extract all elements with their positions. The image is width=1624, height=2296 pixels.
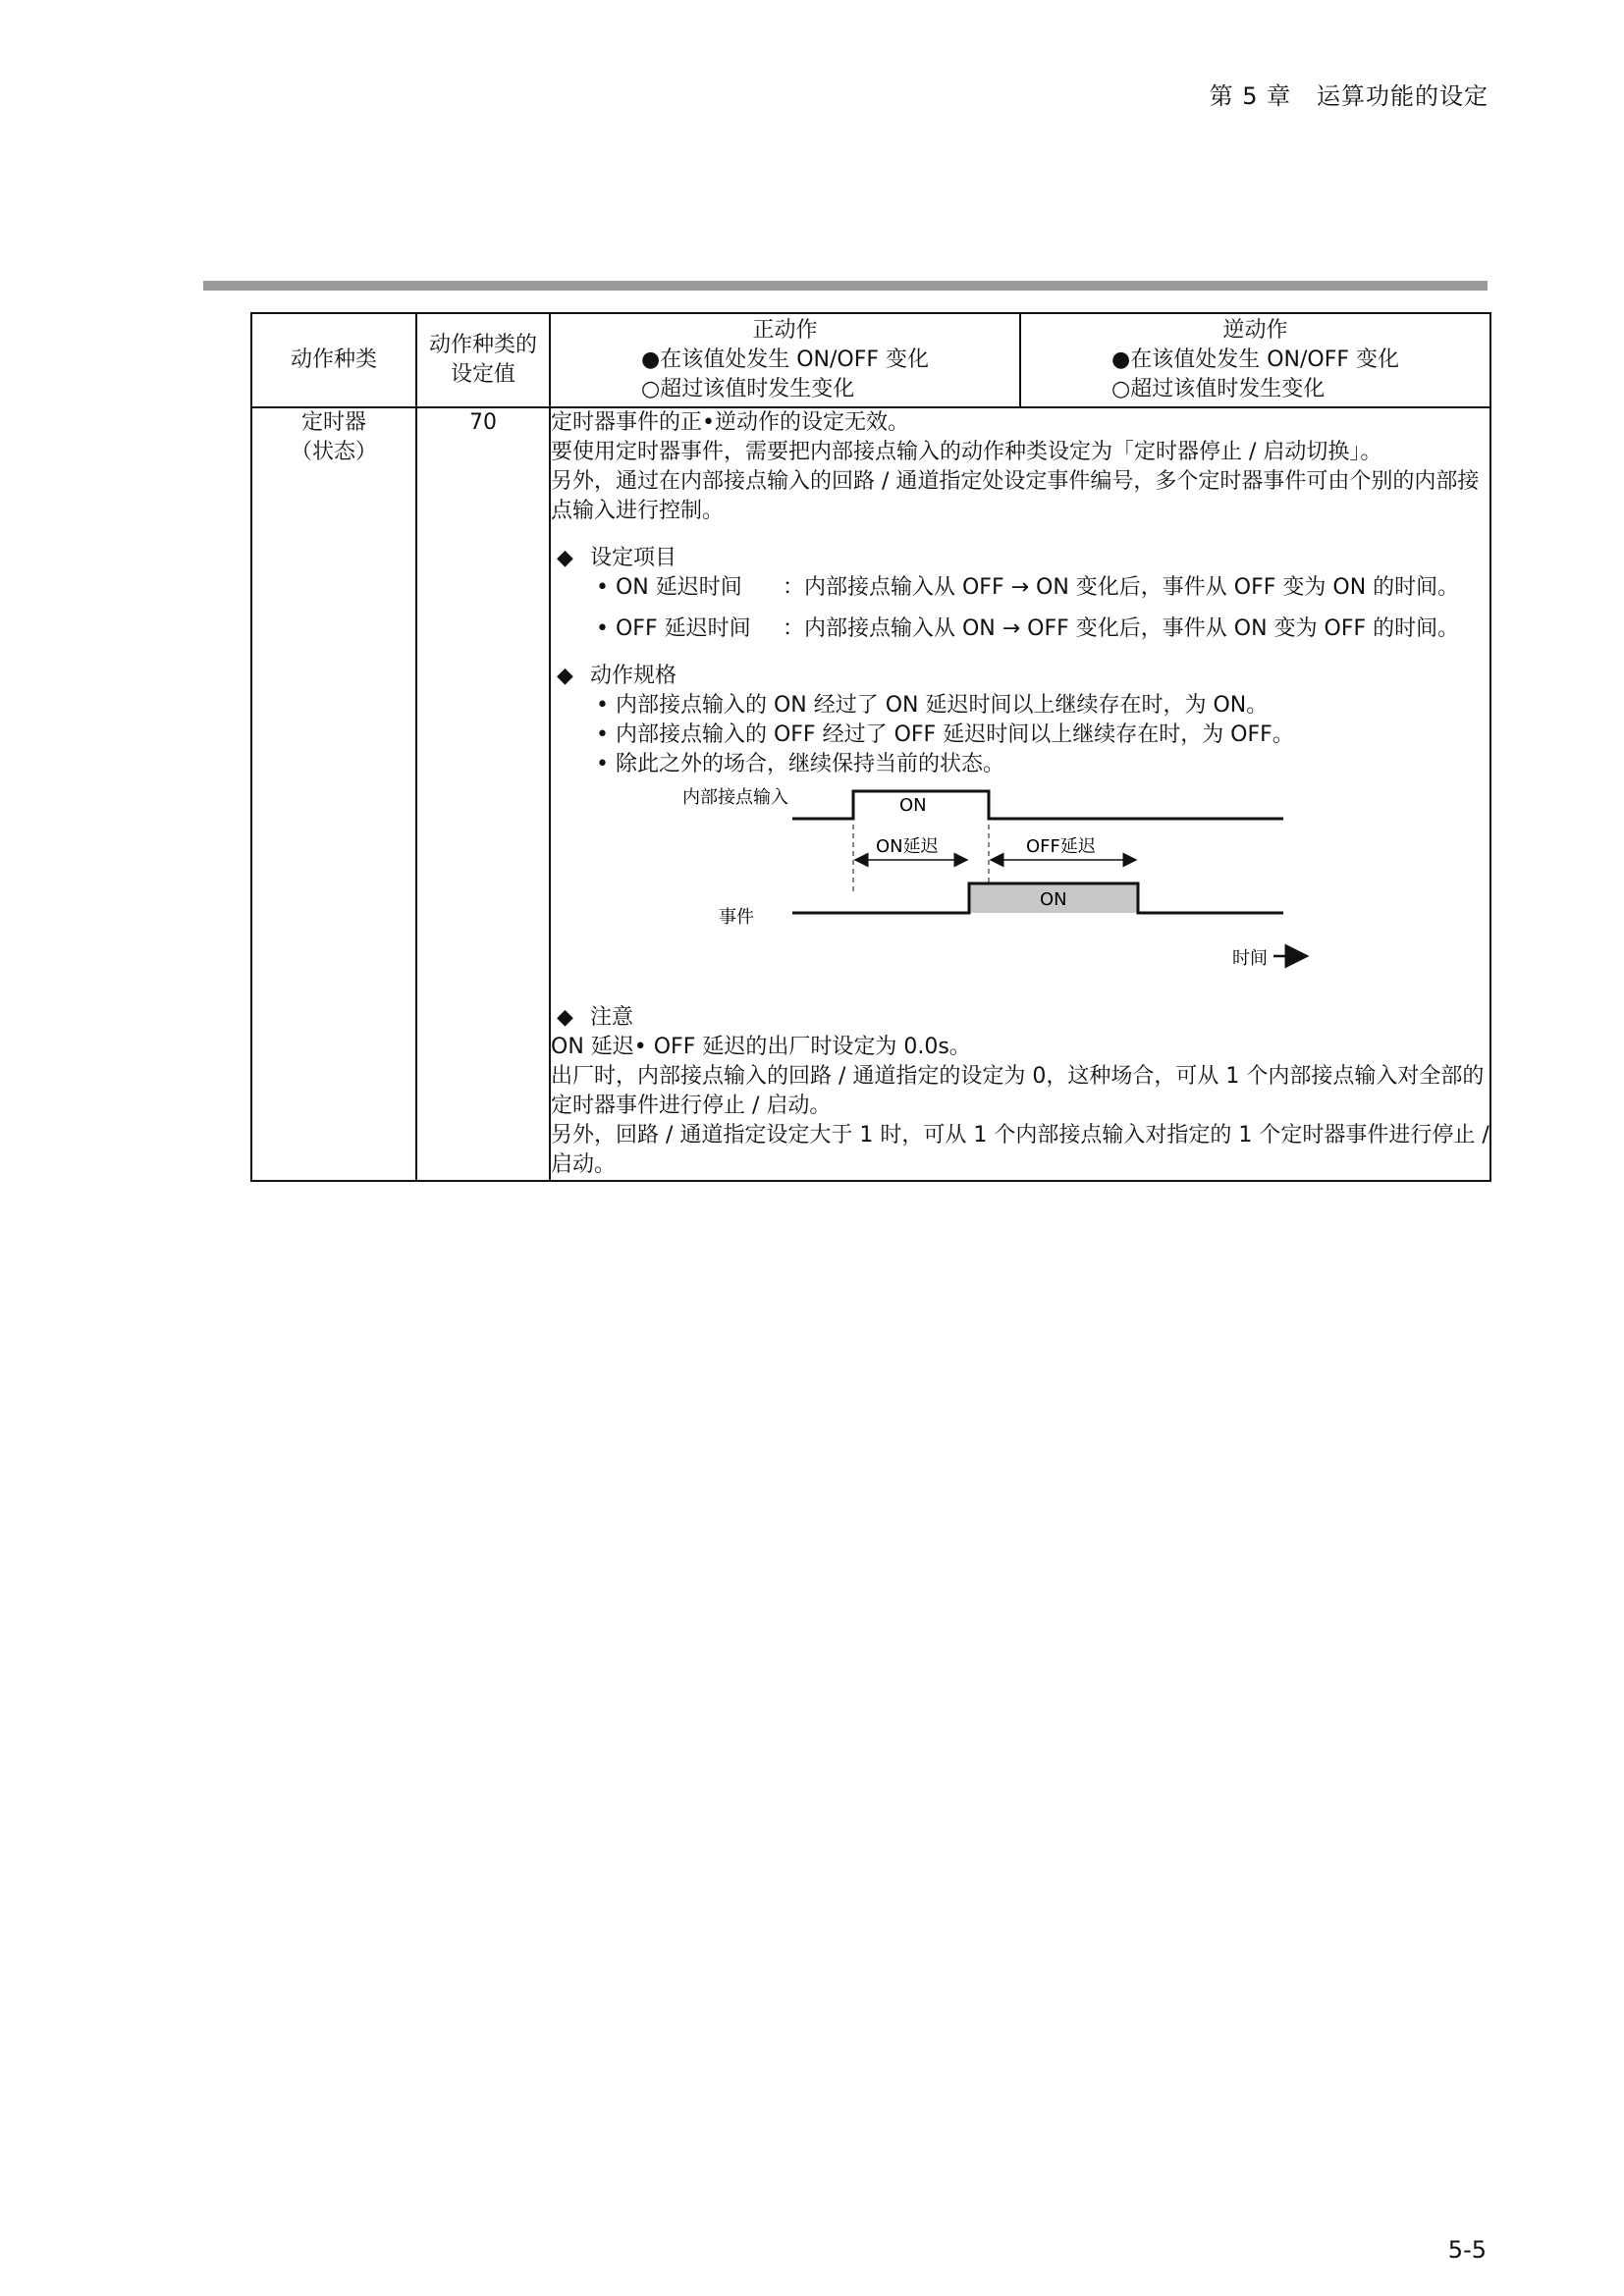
input-label: 内部接点输入 — [682, 787, 788, 808]
desc-p1: 定时器事件的正•逆动作的设定无效。 — [551, 410, 909, 435]
cell-description — [550, 407, 1490, 1181]
note-2: 出厂时，内部接点输入的回路 / 通道指定的设定为 0，这种场合，可从 1 个内部接点输入对全部的定时器事件进行停止 / 启动。 — [551, 1064, 1485, 1118]
note-heading: ◆ 注意 — [551, 1003, 1489, 1033]
header-action-type: 动作种类 — [251, 313, 416, 407]
input-on-label: ON — [899, 795, 927, 816]
cell-setting-value: 70 — [416, 407, 550, 1181]
on-delay-item: • ON 延迟时间 ：内部接点输入从 OFF → ON 变化后，事件从 OFF 变为 ON 的时间。 — [596, 575, 1460, 600]
desc-p2: 要使用定时器事件，需要把内部接点输入的动作种类设定为「定时器停止 / 启动切换」。 — [551, 440, 1382, 464]
time-label: 时间 — [1232, 948, 1268, 969]
spec-heading: ◆ 动作规格 — [551, 662, 1489, 691]
event-on-label: ON — [1040, 889, 1067, 910]
note-3: 另外，回路 / 通道指定设定大于 1 时，可从 1 个内部接点输入对指定的 1 个定时器事件进行停止 / 启动。 — [551, 1123, 1489, 1177]
spec-item-1: • 内部接点输入的 ON 经过了 ON 延迟时间以上继续存在时，为 ON。 — [596, 693, 1269, 718]
header-direct-action: 正动作 ●在该值处发生 ON/OFF 变化 ○超过该值时发生变化 — [550, 313, 1020, 407]
chapter-header — [1210, 77, 1489, 111]
on-delay-label: ON延迟 — [876, 836, 939, 857]
settings-heading: ◆ 设定项目 — [551, 544, 1489, 573]
table-row — [251, 407, 1490, 1181]
header-reverse-action: 逆动作 ●在该值处发生 ON/OFF 变化 ○超过该值时发生变化 — [1020, 313, 1490, 407]
chapter-title: 运算功能的设定 — [1317, 82, 1489, 110]
diamond-icon: ◆ — [557, 664, 573, 688]
action-type-table — [250, 312, 1491, 1182]
table-header-row — [251, 313, 1490, 407]
off-delay-item: • OFF 延迟时间 ：内部接点输入从 ON → OFF 变化后，事件从 ON 变为 OFF 的时间。 — [596, 616, 1460, 641]
page-number: 5-5 — [1447, 2236, 1487, 2264]
off-delay-label: OFF延迟 — [1026, 836, 1096, 857]
chapter-number: 第 5 章 — [1209, 82, 1292, 110]
header-setting-value: 动作种类的 设定值 — [416, 313, 550, 407]
note-1: ON 延迟• OFF 延迟的出厂时设定为 0.0s。 — [551, 1035, 971, 1059]
spec-item-2: • 内部接点输入的 OFF 经过了 OFF 延迟时间以上继续存在时，为 OFF。 — [596, 722, 1294, 747]
timing-diagram-svg — [551, 785, 1435, 986]
input-waveform — [792, 791, 1283, 819]
timing-diagram — [551, 785, 1489, 986]
diamond-icon: ◆ — [557, 546, 573, 570]
cell-action-type: 定时器 （状态） — [251, 407, 416, 1181]
spec-item-3: • 除此之外的场合，继续保持当前的状态。 — [596, 752, 1004, 776]
desc-p3: 另外，通过在内部接点输入的回路 / 通道指定处设定事件编号，多个定时器事件可由个别的内部接点输入进行控制。 — [551, 469, 1480, 523]
event-label: 事件 — [719, 907, 754, 928]
diamond-icon: ◆ — [557, 1005, 573, 1030]
section-rule — [203, 281, 1488, 291]
